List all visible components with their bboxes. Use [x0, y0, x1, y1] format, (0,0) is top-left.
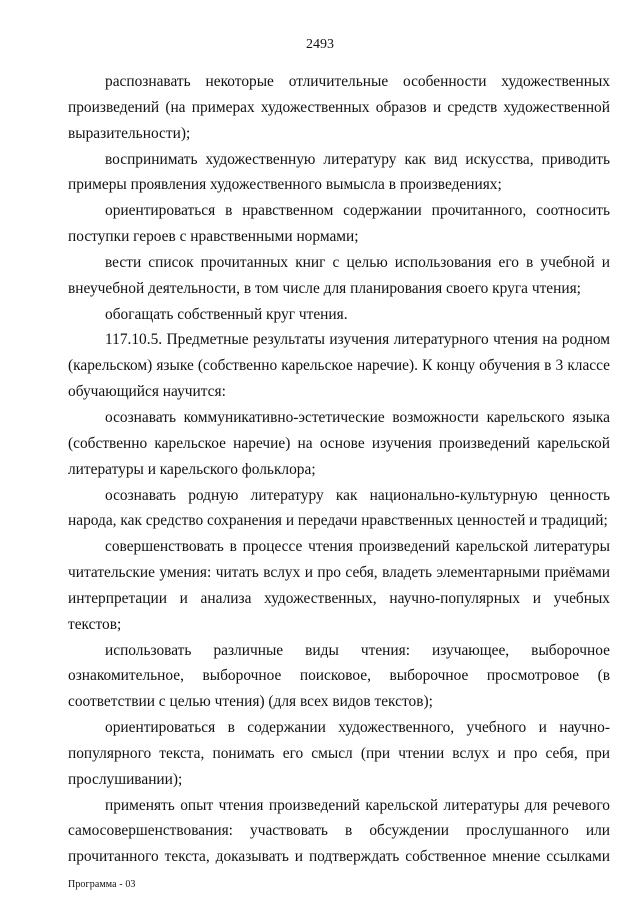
paragraph-reading-list: вести список прочитанных книг с целью использования его в учебной и внеучебной деятельности, в том числе для планирования своего круга чтения; [68, 253, 610, 297]
paragraph-enrich-reading: обогащать собственный круг чтения. [105, 305, 348, 323]
paragraph-recognize-features: распознавать некоторые отличительные особенности художественных произведений (на примерах художественных образов и средств художественной выразительности); [68, 73, 610, 142]
paragraph-reading-types: использовать различные виды чтения: изучающее, выборочное ознакомительное, выборочное поисковое, выборочное просмотровое (в соответствии с целью чтения) (для всех видов текстов); [68, 641, 610, 711]
page-number: 2493 [306, 37, 334, 52]
paragraph-section-117-10-5: 117.10.5. Предметные результаты изучения литературного чтения на родном (карельском) языке (собственно карельское наречие). К концу обучения в 3 классе обучающийся научится: [68, 331, 610, 401]
paragraph-reading-skills: совершенствовать в процессе чтения произведений карельской литературы читательские умения: читать вслух и про себя, владеть элементарными приёмами интерпретации и анализа художественных, научно-популярных и учебных текстов; [68, 538, 610, 633]
paragraph-native-literature: осознавать родную литературу как национально-культурную ценность народа, как средство сохранения и передачи нравственных ценностей и традиций; [68, 486, 610, 530]
page-footer: Программа - 03 [68, 879, 136, 890]
paragraph-moral-content: ориентироваться в нравственном содержании прочитанного, соотносить поступки героев с нравственными нормами; [68, 202, 610, 246]
paragraph-karelian-language: осознавать коммуникативно-эстетические возможности карельского языка (собственно карельское наречие) на основе изучения произведений карельской литературы и карельского фольклора; [68, 408, 610, 478]
paragraph-perceive-literature: воспринимать художественную литературу как вид искусства, приводить примеры проявления художественного вымысла в произведениях; [68, 150, 610, 194]
paragraph-text-orientation: ориентироваться в содержании художественного, учебного и научно-популярного текста, понимать его смысл (при чтении вслух и про себя, при прослушивании); [68, 719, 610, 788]
paragraph-reading-experience: применять опыт чтения произведений карельской литературы для речевого самосовершенствования: участвовать в обсуждении прослушанного или прочитанного текста, доказывать и подтверждать собственное мнение ссылками [68, 796, 610, 866]
document-body [68, 69, 610, 870]
